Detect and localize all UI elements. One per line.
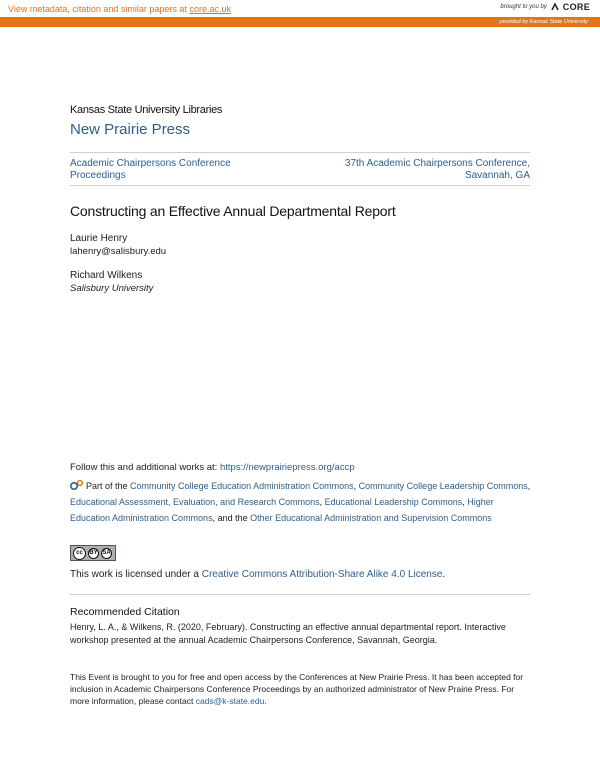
commons-link[interactable]: Higher Education Administration Commons [70,497,494,523]
core-icon [550,2,560,12]
part-of-block: Part of the Community College Education Administration Commons, Community College Leadership Commons, Educational Assessment, Evaluation, and Research Commons, Educational Leadership Commons, Higher Education Administration Commons, and the Other Educational Administration and Supervision Commons [70,481,531,523]
commons-link[interactable]: Educational Leadership Commons [324,497,463,507]
commons-link[interactable]: Community College Leadership Commons [358,481,528,491]
conference-link[interactable]: 37th Academic Chairpersons Conference, Savannah, GA [344,158,530,181]
commons-link[interactable]: Community College Education Administration Commons [130,481,354,491]
contact-email-link[interactable]: cads@k-state.edu [195,696,265,706]
page-title: Constructing an Effective Annual Departmental Report [70,203,396,219]
provided-by-text: provided by Kansas State University [499,18,588,25]
cc-icon: cc [73,547,86,560]
author-affiliation: Salisbury University [70,283,154,294]
cc-license-badge[interactable] [70,545,116,561]
brought-to-you-text: brought to you by [500,4,547,10]
citation-text: Henry, L. A., & Wilkens, R. (2020, February). Constructing an effective annual departmental report. Interactive workshop presented at the annual Academic Chairpersons Conference, Savannah, Georgia. [70,622,506,645]
by-icon: BY [88,548,99,559]
license-line: This work is licensed under a Creative Commons Attribution-Share Alike 4.0 License. [70,569,446,580]
divider [70,594,530,595]
commons-link[interactable]: Other Educational Administration and Supervision Commons [250,513,492,523]
library-name: Kansas State University Libraries [70,104,223,116]
divider [70,152,530,153]
citation-heading: Recommended Citation [70,606,180,618]
metadata-link[interactable]: View metadata, citation and similar papers at core.ac.uk [8,4,231,14]
press-name-link[interactable]: New Prairie Press [70,121,191,138]
author-name: Laurie Henry [70,233,128,244]
core-banner [0,0,600,28]
divider [70,185,530,186]
core-ac-uk-link[interactable]: core.ac.uk [189,4,231,14]
author-name: Richard Wilkens [70,270,143,281]
event-statement: This Event is brought to you for free and open access by the Conferences at New Prairie Press. It has been accepted for inclusion in Academic Chairpersons Conference Proceedings by an authorized administrator of New Prairie Press. For more information, please contact cads@k-state.edu. [70,672,524,706]
sa-icon: SA [101,548,112,559]
license-link[interactable]: Creative Commons Attribution-Share Alike 4.0 License [201,569,443,580]
accp-link[interactable]: https://newprairiepress.org/accp [219,462,355,473]
network-icon [70,479,84,491]
author-email: lahenry@salisbury.edu [70,246,167,257]
collection-link[interactable]: Academic Chairpersons Conference Proceedings [70,158,231,181]
core-label: CORE [562,2,590,12]
core-logo[interactable] [500,2,590,12]
commons-link[interactable]: Educational Assessment, Evaluation, and Research Commons [70,497,320,507]
follow-line: Follow this and additional works at: https://newprairiepress.org/accp [70,462,355,473]
